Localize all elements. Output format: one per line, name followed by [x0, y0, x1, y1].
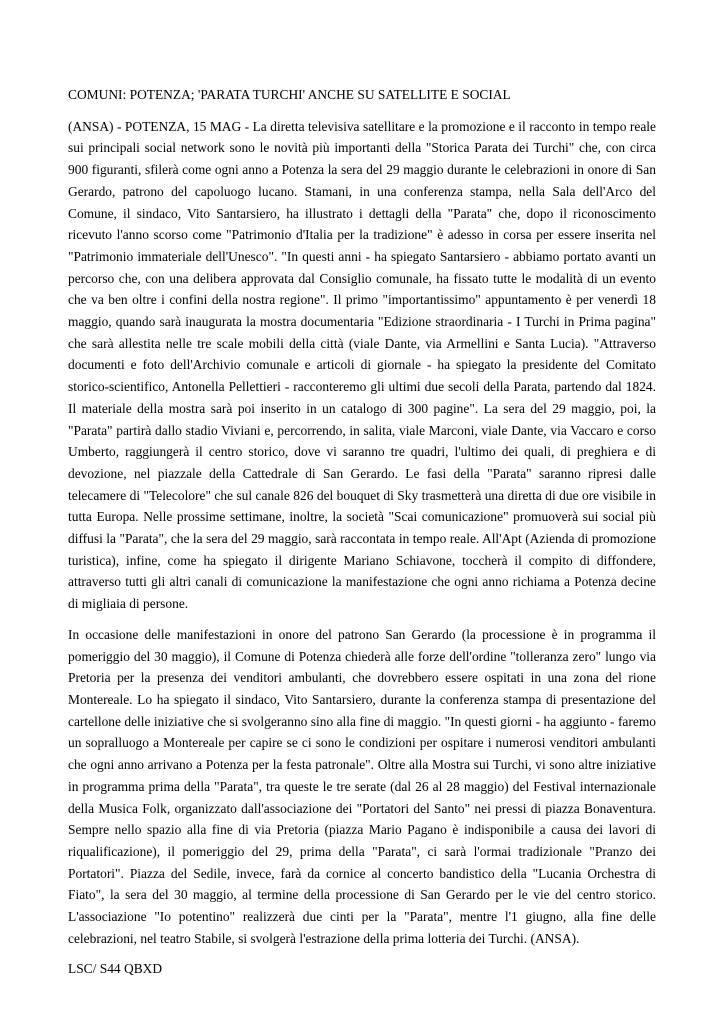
article-paragraph-2: In occasione delle manifestazioni in onore del patrono San Gerardo (la processione è in programma il pomeriggio del 30 maggio), il Comune di Potenza chiederà alle forze dell'ordine "tolleranza zero" lungo via Pretoria per la presenza dei venditori ambulanti, che dovrebbero essere ospitati in una zona del rione Montereale. Lo ha spiegato il sindaco, Vito Santarsiero, durante la conferenza stampa di presentazione del cartellone delle iniziative che si svolgeranno sino alla fine di maggio. "In questi giorni - ha aggiunto - faremo un sopralluogo a Montereale per capire se ci sono le condizioni per ospitare i numerosi venditori ambulanti che ogni anno arrivano a Potenza per la festa patronale". Oltre alla Mostra sui Turchi, vi sono altre iniziative in programma prima della "Parata", tra queste le tre serate (dal 26 al 28 maggio) del Festival internazionale della Musica Folk, organizzato dall'associazione dei "Portatori del Santo" nei pressi di piazza Bonaventura. Sempre nello spazio alla fine di via Pretoria (piazza Mario Pagano è indisponibile a causa dei lavori di riqualificazione), il pomeriggio del 29, prima della "Parata", ci sarà l'ormai tradizionale "Pranzo dei Portatori". Piazza del Sedile, invece, farà da cornice al concerto bandistico della "Lucania Orchestra di Fiato", la sera del 30 maggio, al termine della processione di San Gerardo per le vie del centro storico. L'associazione "Io potentino" realizzerà due cinti per la "Parata", mentre l'1 giugno, alla fine delle celebrazioni, nel teatro Stabile, si svolgerà l'estrazione della prima lotteria dei Turchi. (ANSA). [68, 626, 656, 946]
document-footer-code: LSC/ S44 QBXD [68, 961, 163, 977]
article-paragraph-1: (ANSA) - POTENZA, 15 MAG - La diretta televisiva satellitare e la promozione e il racconto in tempo reale sui principali social network sono le novità più importanti della "Storica Parata dei Turchi" che, con circa 900 figuranti, sfilerà come ogni anno a Potenza la sera del 29 maggio durante le celebrazioni in onore di San Gerardo, patrono del capoluogo lucano. Stamani, in una conferenza stampa, nella Sala dell'Arco del Comune, il sindaco, Vito Santarsiero, ha illustrato i dettagli della "Parata" che, dopo il riconoscimento ricevuto l'anno scorso come "Patrimonio d'Italia per la tradizione" è adesso in corsa per essere inserita nel "Patrimonio immateriale dell'Unesco". "In questi anni - ha spiegato Santarsiero - abbiamo portato avanti un percorso che, con una delibera approvata dal Consiglio comunale, ha fissato tutte le modalità di un evento che va ben oltre i confini della nostra regione". Il primo "importantissimo" appuntamento è per venerdì 18 maggio, quando sarà inaugurata la mostra documentaria "Edizione straordinaria - I Turchi in Prima pagina" che sarà allestita nelle tre scale mobili della città (viale Dante, via Armellini e Santa Lucia). "Attraverso documenti e foto dell'Archivio comunale e articoli di giornale - ha spiegato la presidente del Comitato storico-scientifico, Antonella Pellettieri - racconteremo gli ultimi due secoli della Parata, partendo dal 1824. Il materiale della mostra sarà poi inserito in un catalogo di 300 pagine". La sera del 29 maggio, poi, la "Parata" partirà dallo stadio Viviani e, percorrendo, in salita, viale Marconi, viale Dante, via Vaccaro e corso Umberto, raggiungerà il centro storico, dove vi saranno tre quadri, l'ultimo dei quali, di preghiera e di devozione, nel piazzale della Cattedrale di San Gerardo. Le fasi della "Parata" saranno ripresi dalle telecamere di "Telecolore" che sul canale 826 del bouquet di Sky trasmetterà una diretta di due ore visibile in tutta Europa. Nelle prossime settimane, inoltre, la società "Scai comunicazione" promuoverà sui social più diffusi la "Parata", che la sera del 29 maggio, sarà raccontata in tempo reale. All'Apt (Azienda di promozione turistica), infine, come ha spiegato il dirigente Mariano Schiavone, toccherà il compito di diffondere, attraverso tutti gli altri canali di comunicazione la manifestazione che ogni anno richiama a Potenza decine di migliaia di persone. [68, 118, 656, 612]
document-title: COMUNI: POTENZA; 'PARATA TURCHI' ANCHE SU SATELLITE E SOCIAL [68, 87, 511, 102]
document-page [68, 84, 656, 980]
